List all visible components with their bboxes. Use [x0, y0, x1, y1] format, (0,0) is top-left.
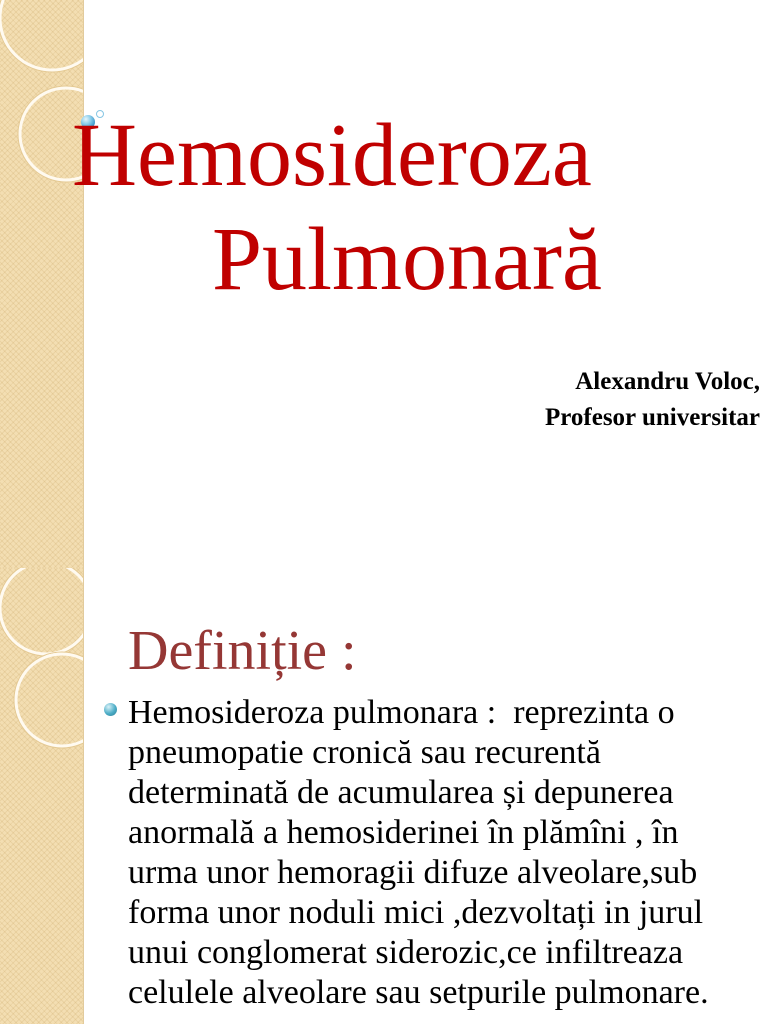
definition-line: unui conglomerat siderozic,ce infiltreaza — [128, 934, 684, 971]
ring-ornament-icon — [14, 652, 83, 748]
definition-line: Hemosideroza pulmonara : reprezinta o — [128, 694, 675, 731]
definition-paragraph — [128, 693, 709, 1013]
section-heading: Definiție : — [128, 620, 357, 682]
definition-line: celulele alveolare sau setpurile pulmonare. — [128, 974, 709, 1011]
decorative-side-strip — [0, 568, 84, 1024]
definition-slide — [0, 568, 768, 1024]
decorative-side-strip — [0, 0, 84, 568]
slide-title-line-1: Hemosideroza — [72, 106, 592, 205]
author-position: Profesor universitar — [544, 404, 760, 431]
bullet-dot-icon — [104, 703, 117, 716]
strip-ornaments — [0, 0, 83, 568]
definition-line: pneumopatie cronică sau recurentă — [128, 734, 601, 771]
definition-line: determinată de acumularea și depunerea — [128, 774, 674, 811]
ring-ornament-icon — [0, 568, 83, 654]
author-block — [545, 364, 760, 436]
definition-line: urma unor hemoragii difuze alveolare,sub — [128, 854, 698, 891]
author-name: Alexandru Voloc, — [575, 368, 760, 395]
slide-title-line-2: Pulmonară — [212, 210, 602, 309]
definition-line: forma unor noduli mici ,dezvoltați in jurul — [128, 894, 704, 931]
definition-line: anormală a hemosiderinei în plămîni , în — [128, 814, 679, 851]
ring-ornament-icon — [0, 568, 83, 656]
strip-ornaments — [0, 568, 83, 1024]
ring-ornament-icon — [0, 0, 83, 70]
ring-ornament-icon — [0, 0, 83, 72]
